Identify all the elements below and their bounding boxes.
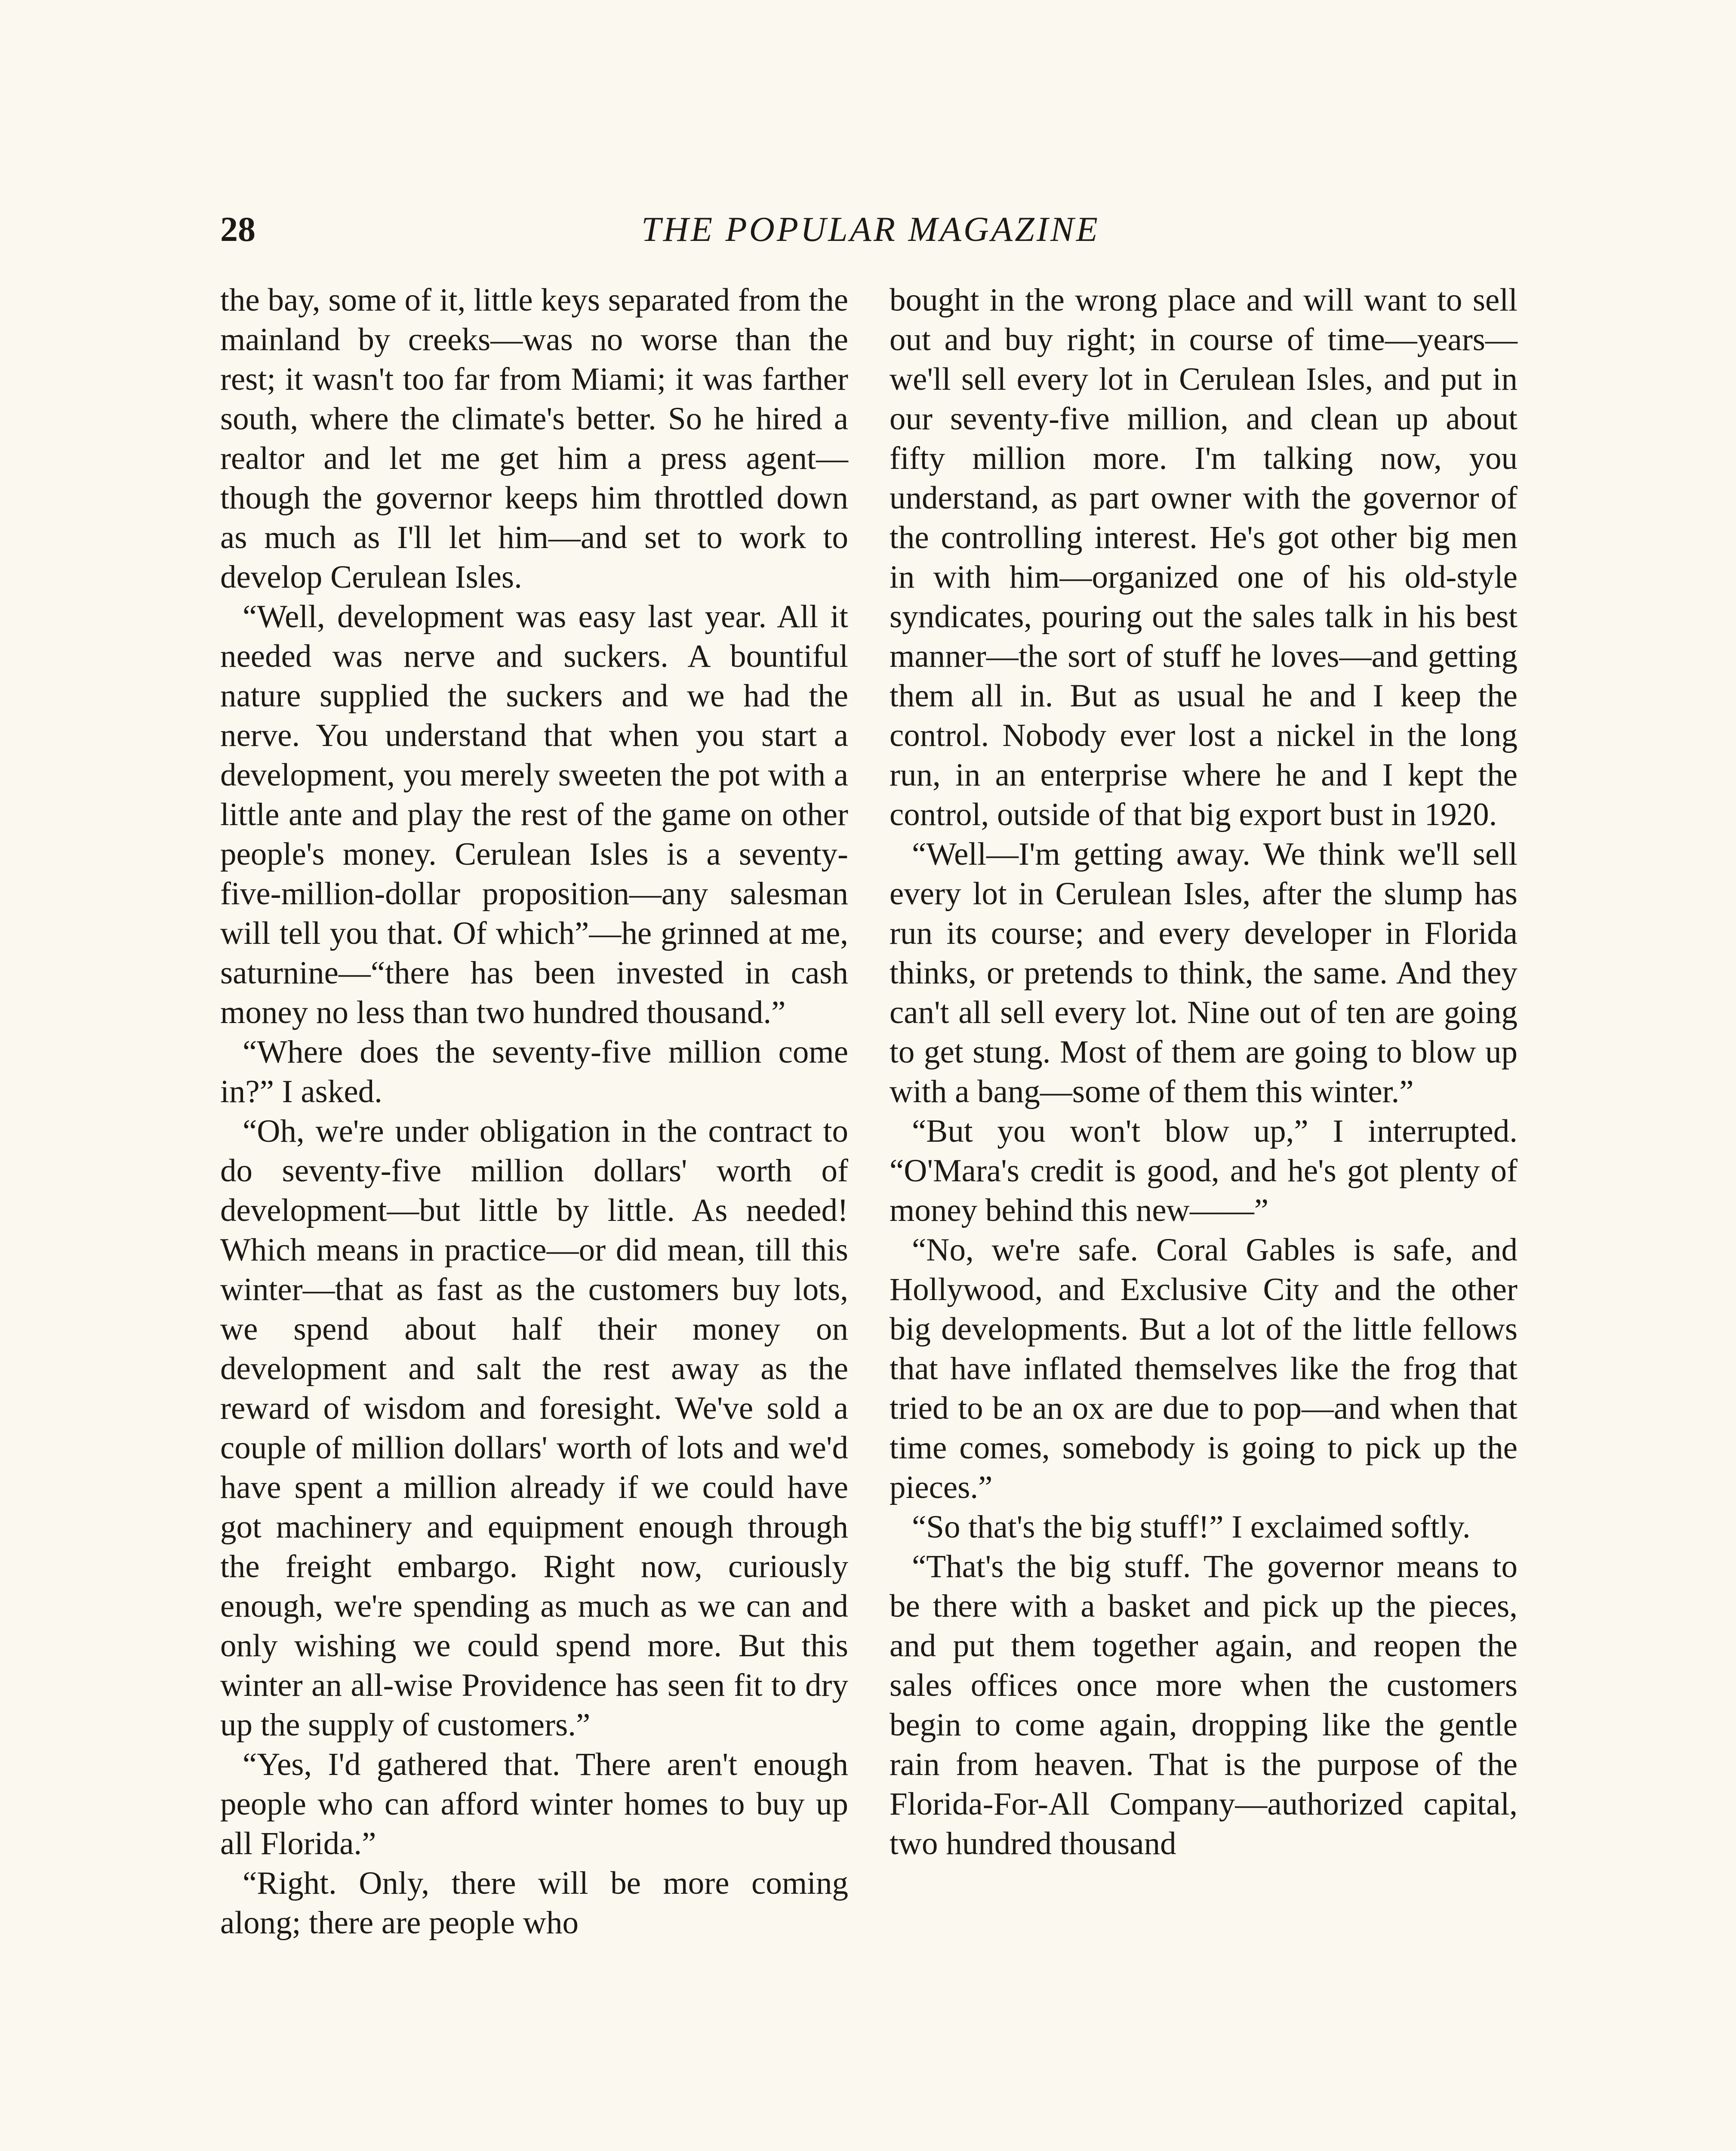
paragraph: “So that's the big stuff!” I exclaimed softly.: [912, 1509, 1471, 1545]
paragraph: “Right. Only, there will be more coming along; there are people who: [220, 1865, 848, 1941]
paragraph: “That's the big stuff. The governor means to be there with a basket and pick up the pieces, and put them together again, and reopen the sales offices once more when the customers begin to come again, dropping like the gentle rain from heaven. That is the purpose of the Florida-For-All Company—authorized capital, two hundred thousand: [890, 1549, 1517, 1861]
text-column-right: [890, 280, 1517, 1864]
paragraph: “Well, development was easy last year. All it needed was nerve and suckers. A bountiful nature supplied the suckers and we had the nerve. You understand that when you start a development, you merely sweeten the pot with a little ante and play the rest of the game on other people's money. Cerulean Isles is a seventy-five-million-dollar proposition—any salesman will tell you that. Of which”—he grinned at me, saturnine—“there has been invested in cash money no less than two hundred thousand.”: [220, 599, 848, 1030]
paragraph: “Where does the seventy-five million come in?” I asked.: [220, 1034, 848, 1109]
paragraph: bought in the wrong place and will want to sell out and buy right; in course of time—years—we'll sell every lot in Cerulean Isles, and put in our seventy-five million, and clean up about fifty million more. I'm talking now, you understand, as part owner with the governor of the controlling interest. He's got other big men in with him—organized one of his old-style syndicates, pouring out the sales talk in his best manner—the sort of stuff he loves—and getting them all in. But as usual he and I keep the control. Nobody ever lost a nickel in the long run, in an enterprise where he and I kept the control, outside of that big export bust in 1920.: [890, 282, 1517, 832]
running-head: [220, 206, 1521, 253]
paragraph: “But you won't blow up,” I interrupted. “O'Mara's credit is good, and he's got plenty of money behind this new——”: [890, 1113, 1517, 1228]
text-column-left: [220, 280, 848, 1943]
magazine-title: THE POPULAR MAGAZINE: [641, 210, 1100, 249]
paragraph: “Oh, we're under obligation in the contract to do seventy-five million dollars' worth of development—but little by little. As needed! Which means in practice—or did mean, till this winter—that as fast as the customers buy lots, we spend about half their money on development and salt the rest away as the reward of wisdom and foresight. We've sold a couple of million dollars' worth of lots and we'd have spent a million already if we could have got machinery and equipment enough through the freight embargo. Right now, curiously enough, we're spending as much as we can and only wishing we could spend more. But this winter an all-wise Providence has seen fit to dry up the supply of customers.”: [220, 1113, 848, 1743]
paragraph: “No, we're safe. Coral Gables is safe, and Hollywood, and Exclusive City and the other big developments. But a lot of the little fellows that have inflated themselves like the frog that tried to be an ox are due to pop—and when that time comes, somebody is going to pick up the pieces.”: [890, 1232, 1517, 1505]
paragraph: the bay, some of it, little keys separated from the mainland by creeks—was no worse than the rest; it wasn't too far from Miami; it was farther south, where the climate's better. So he hired a realtor and let me get him a press agent—though the governor keeps him throttled down as much as I'll let him—and set to work to develop Cerulean Isles.: [220, 282, 848, 595]
paragraph: “Yes, I'd gathered that. There aren't enough people who can afford winter homes to buy up all Florida.”: [220, 1747, 848, 1861]
page-number: 28: [220, 210, 255, 249]
paragraph: “Well—I'm getting away. We think we'll sell every lot in Cerulean Isles, after the slump has run its course; and every developer in Florida thinks, or pretends to think, the same. And they can't all sell every lot. Nine out of ten are going to get stung. Most of them are going to blow up with a bang—some of them this winter.”: [890, 836, 1517, 1109]
